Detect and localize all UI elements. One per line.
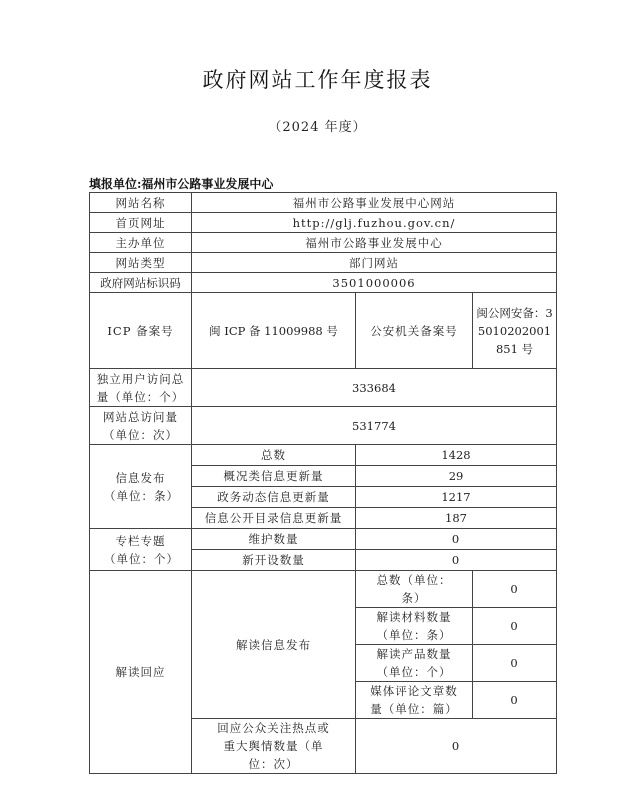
row-homepage xyxy=(90,213,557,233)
reporting-unit: 填报单位:福州市公路事业发展中心 xyxy=(89,177,274,191)
total-visits-label: 网站总访问量（单位：次） xyxy=(90,407,192,445)
interp-row-label: 解读产品数量（单位：个） xyxy=(356,645,473,682)
response-label: 回应公众关注热点或重大舆情数量（单位：次） xyxy=(192,719,356,774)
column-row-value: 0 xyxy=(356,529,557,550)
interp-row-label: 解读材料数量（单位：条） xyxy=(356,608,473,645)
columns-label: 专栏专题（单位：个） xyxy=(90,529,192,571)
police-value: 闽公网安备：35010202001851 号 xyxy=(473,293,557,369)
row-sponsor xyxy=(90,233,557,253)
homepage-value: http://glj.fuzhou.gov.cn/ xyxy=(192,213,557,233)
report-table xyxy=(89,192,557,774)
row-site-name xyxy=(90,193,557,213)
response-value: 0 xyxy=(356,719,557,774)
site-code-label: 政府网站标识码 xyxy=(90,273,192,293)
interp-row-value: 0 xyxy=(473,608,557,645)
row-icp xyxy=(90,293,557,369)
info-row-value: 187 xyxy=(356,508,557,529)
row-site-code xyxy=(90,273,557,293)
row-site-type xyxy=(90,253,557,273)
column-row-label: 维护数量 xyxy=(192,529,356,550)
interp-row-value: 0 xyxy=(473,645,557,682)
site-name-value: 福州市公路事业发展中心网站 xyxy=(192,193,557,213)
report-title: 政府网站工作年度报表 xyxy=(202,68,433,92)
sponsor-label: 主办单位 xyxy=(90,233,192,253)
unique-visits-value: 333684 xyxy=(192,369,557,407)
row-column-maintained xyxy=(90,529,557,550)
total-visits-value: 531774 xyxy=(192,407,557,445)
police-label: 公安机关备案号 xyxy=(356,293,473,369)
interp-row-label: 媒体评论文章数量（单位：篇） xyxy=(356,682,473,719)
report-year: （2024 年度） xyxy=(268,120,367,135)
site-code-value: 3501000006 xyxy=(192,273,557,293)
sponsor-value: 福州市公路事业发展中心 xyxy=(192,233,557,253)
info-row-label: 政务动态信息更新量 xyxy=(192,487,356,508)
interp-row-label: 总数（单位：条） xyxy=(356,571,473,608)
row-info-total xyxy=(90,445,557,466)
info-row-value: 1217 xyxy=(356,487,557,508)
row-unique-visits xyxy=(90,369,557,407)
row-interp-total xyxy=(90,571,557,608)
column-row-value: 0 xyxy=(356,550,557,571)
info-publish-label: 信息发布（单位：条） xyxy=(90,445,192,529)
interp-row-value: 0 xyxy=(473,571,557,608)
homepage-label: 首页网址 xyxy=(90,213,192,233)
interpretation-publish-label: 解读信息发布 xyxy=(192,571,356,719)
site-name-label: 网站名称 xyxy=(90,193,192,213)
info-row-label: 信息公开目录信息更新量 xyxy=(192,508,356,529)
info-row-value: 29 xyxy=(356,466,557,487)
info-row-value: 1428 xyxy=(356,445,557,466)
info-row-label: 总数 xyxy=(192,445,356,466)
unique-visits-label: 独立用户访问总量（单位：个） xyxy=(90,369,192,407)
row-total-visits xyxy=(90,407,557,445)
icp-label: ICP 备案号 xyxy=(90,293,192,369)
column-row-label: 新开设数量 xyxy=(192,550,356,571)
interpretation-label: 解读回应 xyxy=(90,571,192,774)
icp-value: 闽 ICP 备 11009988 号 xyxy=(192,293,356,369)
interp-row-value: 0 xyxy=(473,682,557,719)
site-type-value: 部门网站 xyxy=(192,253,557,273)
site-type-label: 网站类型 xyxy=(90,253,192,273)
info-row-label: 概况类信息更新量 xyxy=(192,466,356,487)
